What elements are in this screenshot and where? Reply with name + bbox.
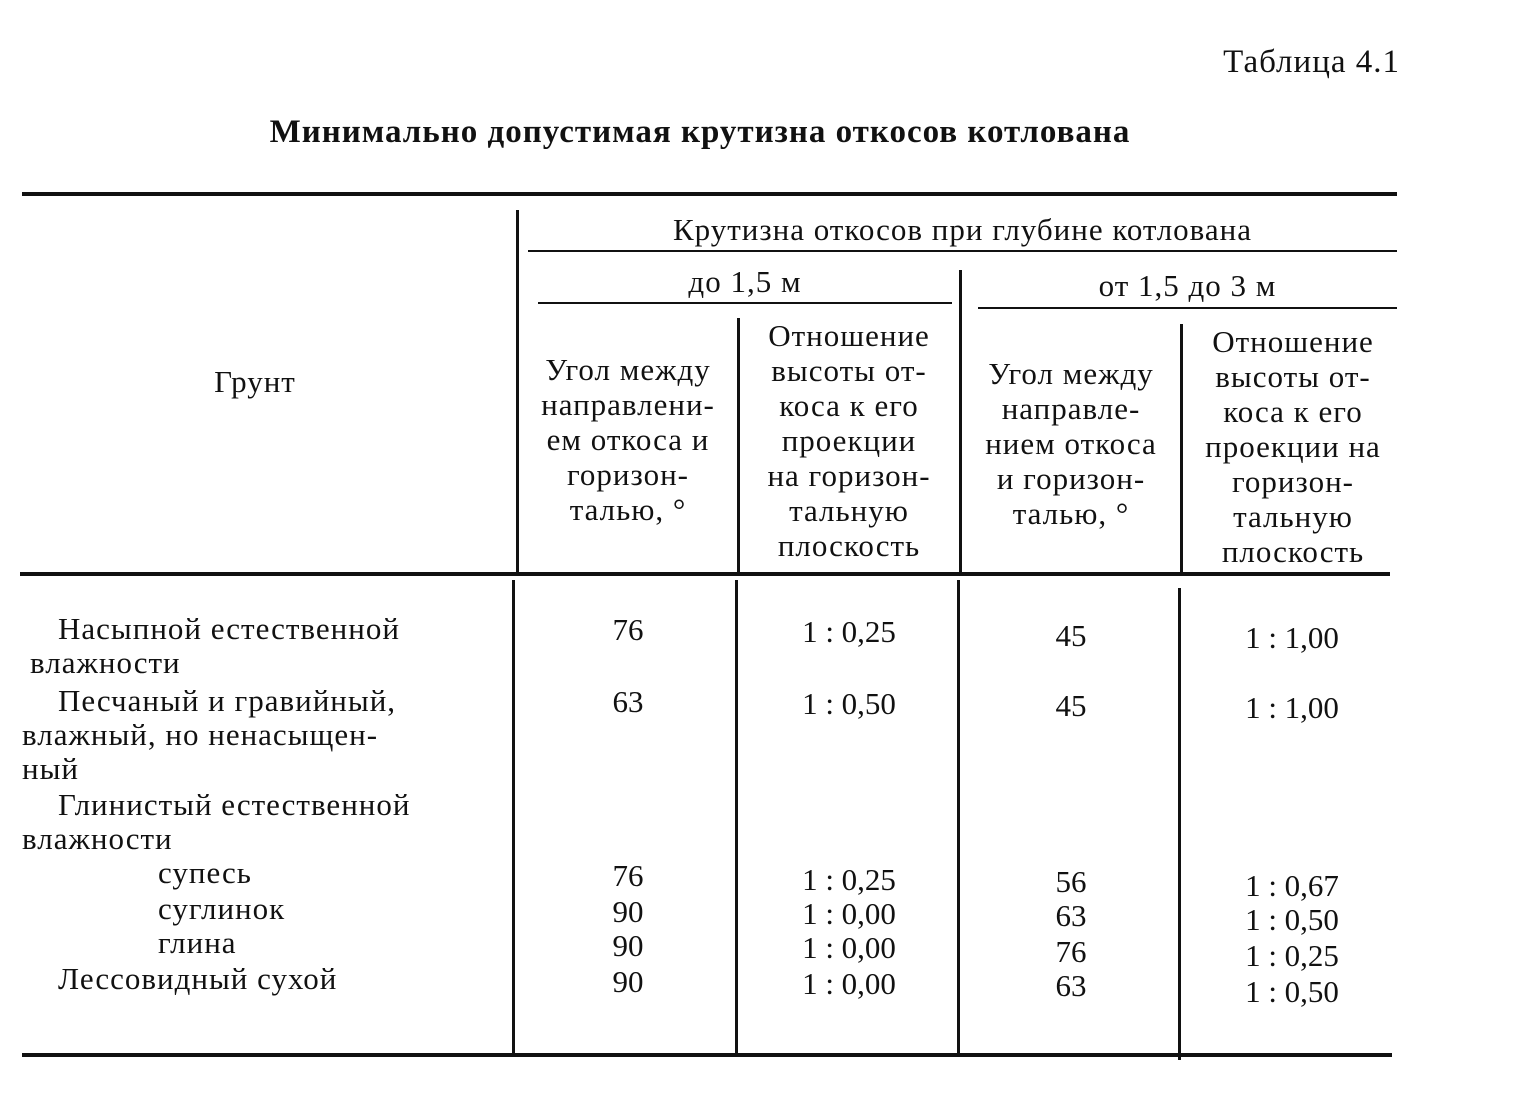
row-1-angle-2: 45 <box>1055 688 1087 723</box>
row-3-ratio-2: 1 : 0,67 <box>1245 868 1339 903</box>
header-ratio-2: Отношение высоты от- коса к его проекции на горизон- тальную плоскость <box>1205 324 1381 569</box>
table-top-rule <box>22 192 1397 196</box>
row-soil-sand: Песчаный и гравийный, влажный, но ненасыщен- ный <box>22 683 397 786</box>
col-divider-3 <box>959 270 962 572</box>
header-depth-1: до 1,5 м <box>688 264 802 299</box>
group-header-rule <box>528 250 1397 252</box>
row-4-angle-1: 90 <box>612 894 644 929</box>
row-4-ratio-1: 1 : 0,00 <box>802 896 896 931</box>
row-6-angle-1: 90 <box>612 964 644 999</box>
header-angle-1: Угол между направлени- ем откоса и горизон- талью, ° <box>541 352 715 527</box>
row-4-ratio-2: 1 : 0,50 <box>1245 902 1339 937</box>
row-soil-loess: Лессовидный сухой <box>58 961 338 996</box>
row-5-ratio-1: 1 : 0,00 <box>802 930 896 965</box>
row-4-angle-2: 63 <box>1055 898 1087 933</box>
table-title: Минимально допустимая крутизна откосов котлована <box>269 114 1131 150</box>
col-divider-3-body <box>957 580 960 1056</box>
header-ratio-1: Отношение высоты от- коса к его проекции на горизон- тальную плоскость <box>767 318 931 563</box>
row-1-ratio-1: 1 : 0,50 <box>802 686 896 721</box>
header-angle-2: Угол между направле- нием откоса и горизон- талью, ° <box>985 356 1157 531</box>
row-5-angle-2: 76 <box>1055 934 1087 969</box>
row-1-angle-1: 63 <box>612 684 644 719</box>
row-6-ratio-2: 1 : 0,50 <box>1245 974 1339 1009</box>
row-5-angle-1: 90 <box>612 928 644 963</box>
row-soil-loam: суглинок <box>158 891 286 926</box>
row-0-angle-2: 45 <box>1055 618 1087 653</box>
table-caption: Таблица 4.1 <box>1223 44 1400 80</box>
col-divider-4 <box>1180 324 1183 574</box>
row-3-angle-1: 76 <box>612 858 644 893</box>
row-0-ratio-2: 1 : 1,00 <box>1245 620 1339 655</box>
row-soil-sandy-loam: супесь <box>158 855 252 890</box>
table-bottom-rule <box>22 1053 1392 1057</box>
row-0-ratio-1: 1 : 0,25 <box>802 614 896 649</box>
col-divider-2 <box>737 318 740 572</box>
col-divider-1-body <box>512 580 515 1056</box>
row-1-ratio-2: 1 : 1,00 <box>1245 690 1339 725</box>
depth2-rule <box>978 307 1397 309</box>
col-divider-1 <box>516 210 519 572</box>
header-depth-2: от 1,5 до 3 м <box>1098 268 1277 303</box>
row-3-angle-2: 56 <box>1055 864 1087 899</box>
header-bottom-rule <box>20 572 1390 576</box>
header-soil: Грунт <box>214 364 296 399</box>
row-5-ratio-2: 1 : 0,25 <box>1245 938 1339 973</box>
row-3-ratio-1: 1 : 0,25 <box>802 862 896 897</box>
row-0-angle-1: 76 <box>612 612 644 647</box>
depth1-rule <box>538 302 952 304</box>
row-soil-fill: Насыпной естественной влажности <box>30 611 400 680</box>
row-soil-clay-pure: глина <box>158 925 237 960</box>
row-soil-clay: Глинистый естественной влажности <box>22 787 411 856</box>
header-group: Крутизна откосов при глубине котлована <box>672 212 1253 247</box>
row-6-ratio-1: 1 : 0,00 <box>802 966 896 1001</box>
row-6-angle-2: 63 <box>1055 968 1087 1003</box>
